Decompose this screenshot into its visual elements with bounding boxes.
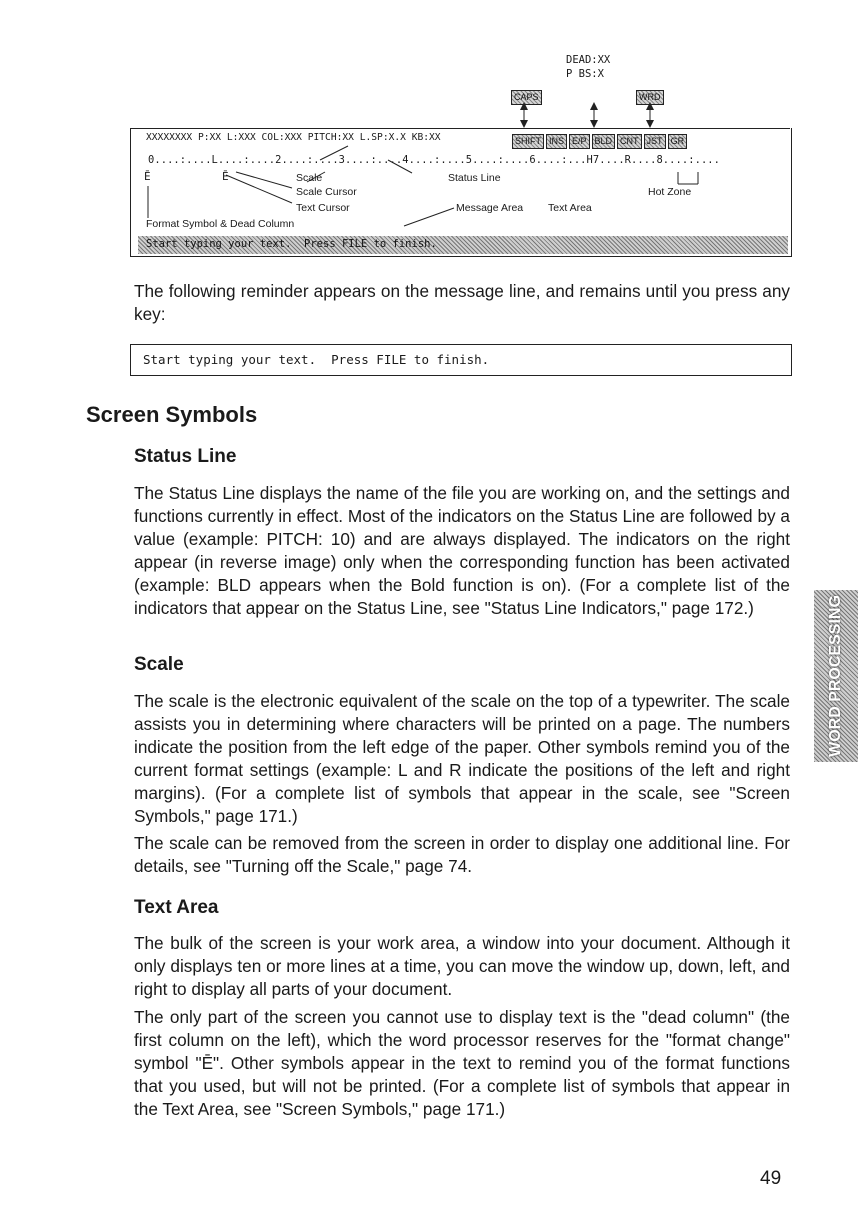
paragraph-scale-2: The scale can be removed from the screen in order to display one additional line. For details, see "Turning off the Scale," page 74.: [134, 833, 790, 876]
page-number: 49: [760, 1168, 782, 1189]
indicator-ep: E/P: [569, 134, 590, 149]
format-symbol-icon: Ē: [144, 170, 151, 183]
label-text-area: Text Area: [548, 202, 592, 214]
indicator-gr: GR: [668, 134, 688, 149]
intro-paragraph: The following reminder appears on the message line, and remains until you press any key:: [134, 281, 790, 324]
dead-label: DEAD:XX: [566, 54, 611, 66]
indicator-bld: BLD: [592, 134, 616, 149]
label-message-area: Message Area: [456, 202, 524, 214]
paragraph-text-area-1: The bulk of the screen is your work area, a window into your document. Although it only displays ten or more lines at a time, you can move the window up, down, left, and right to display all parts of your document.: [134, 933, 790, 999]
caps-indicator: CAPS: [511, 90, 542, 105]
subsection-title-scale: Scale: [134, 654, 184, 675]
label-format-symbol: Format Symbol & Dead Column: [146, 218, 295, 230]
label-scale: Scale: [296, 172, 323, 184]
reminder-text: Start typing your text. Press FILE to finish.: [143, 352, 490, 367]
paragraph-scale-1: The scale is the electronic equivalent of the scale on the top of a typewriter. The scale assists you in determining where characters will be printed on a page. The numbers indicate the position from the left edge of the paper. Other symbols remind you of the current format settings (example: L and R indicate the positions of the left and right margins). (For a complete list of symbols that appear in the scale, see "Screen Symbols," page 171.): [134, 691, 790, 826]
subsection-title-status-line: Status Line: [134, 446, 237, 467]
scale-line: 0....:....L....:....2....:....3....:....4....:....5....:....6....:...H7....R....8....:....: [148, 154, 721, 166]
wrd-indicator: WRD: [636, 90, 664, 105]
section-title: Screen Symbols: [86, 402, 258, 427]
label-status-line: Status Line: [448, 172, 501, 184]
reminder-box: [130, 344, 792, 376]
subsection-title-text-area: Text Area: [134, 897, 219, 918]
indicator-cnt: CNT: [617, 134, 642, 149]
paragraph-text-area-2: The only part of the screen you cannot use to display text is the "dead column" (the first column on the left), which the word processor reserves for the "format change" symbol "Ē". Other symbols appear in the text to remind you of the format functions that you used, but will not be printed. (For a complete list of symbols that appear in the Text Area, see "Screen Symbols," page 171.): [134, 1007, 790, 1119]
side-tab: [814, 590, 858, 762]
status-indicators: [512, 131, 689, 149]
label-text-cursor: Text Cursor: [296, 202, 350, 214]
paragraph-status-line: The Status Line displays the name of the file you are working on, and the settings and functions currently in effect. Most of the indicators on the Status Line are followed by a value (example: PITCH: 10) and are always displayed. The indicators on the right appear (in reverse image) only when the corresponding function has been activated (example: BLD appears when the Bold function is on). (For a complete list of the indicators that appear on the Status Line, see "Status Line Indicators," page 172.): [134, 483, 790, 618]
pbs-label: P BS:X: [566, 68, 604, 80]
label-scale-cursor: Scale Cursor: [296, 186, 357, 198]
side-tab-label: WORD PROCESSING: [827, 595, 844, 757]
indicator-ins: INS: [546, 134, 567, 149]
indicator-shift: SHIFT: [512, 134, 544, 149]
label-hot-zone: Hot Zone: [648, 186, 692, 198]
status-line-text: XXXXXXXX P:XX L:XXX COL:XXX PITCH:XX L.SP:X.X KB:XX: [146, 132, 441, 143]
indicator-jst: JST: [644, 134, 666, 149]
message-line-text: Start typing your text. Press FILE to finish.: [146, 238, 437, 250]
text-cursor-icon: Ē: [222, 170, 229, 183]
